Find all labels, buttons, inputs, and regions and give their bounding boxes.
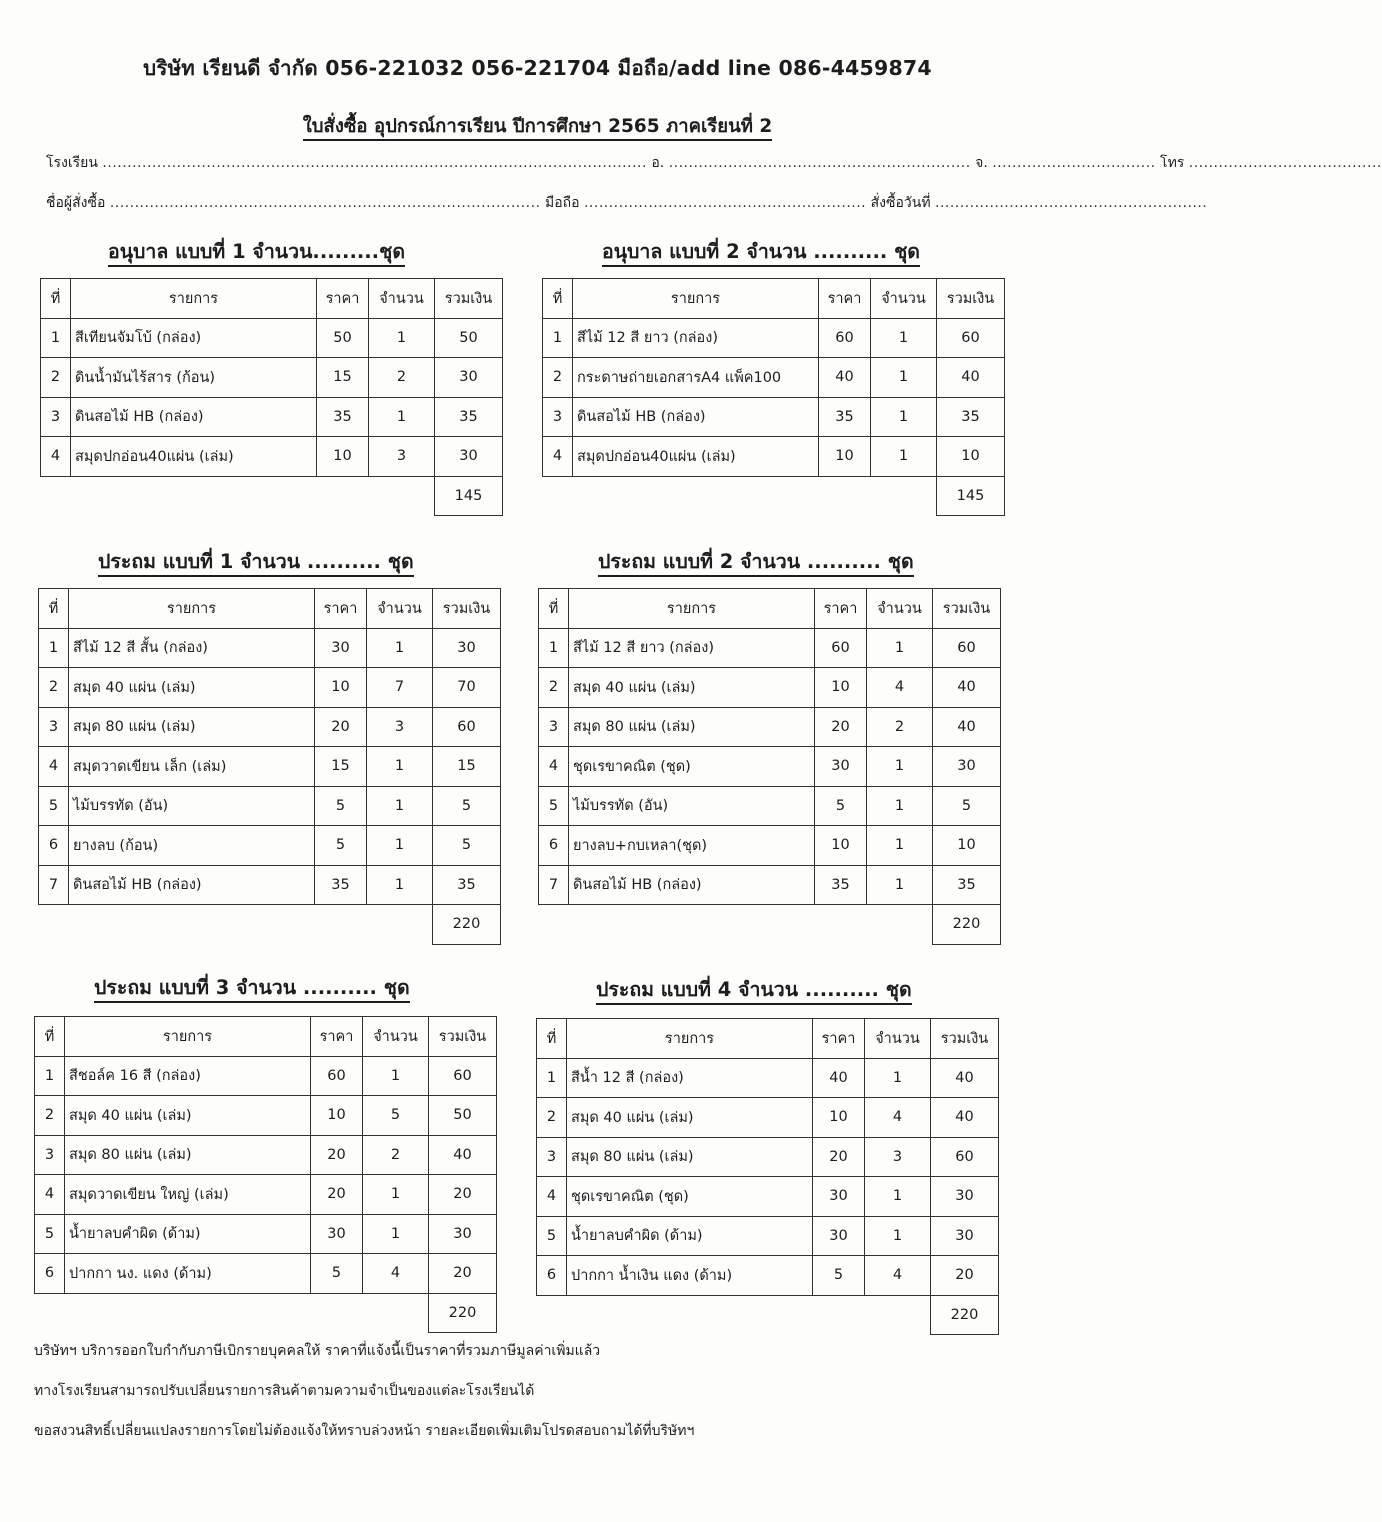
cell-item: ยางลบ (ก้อน) (69, 826, 315, 866)
cell-price: 35 (317, 397, 369, 437)
table-row (539, 865, 1001, 905)
cell-total: 40 (429, 1135, 497, 1175)
table-row (537, 1058, 999, 1098)
table-header-row (35, 1017, 497, 1057)
cell-qty: 3 (369, 437, 435, 477)
table-row (539, 668, 1001, 708)
table-header-row (41, 279, 503, 319)
cell-qty: 1 (867, 826, 933, 866)
cell-price: 5 (315, 786, 367, 826)
column-header-item: รายการ (65, 1017, 311, 1057)
cell-no: 2 (539, 668, 569, 708)
cell-item: สมุด 40 แผ่น (เล่ม) (567, 1098, 813, 1138)
cell-total: 40 (937, 358, 1005, 398)
cell-qty: 4 (865, 1098, 931, 1138)
cell-no: 5 (537, 1216, 567, 1256)
cell-item: สีไม้ 12 สี ยาว (กล่อง) (569, 628, 815, 668)
column-header-total: รวมเงิน (435, 279, 503, 319)
cell-price: 30 (813, 1177, 865, 1217)
cell-no: 2 (537, 1098, 567, 1138)
table-row (39, 747, 501, 787)
column-header-no: ที่ (39, 589, 69, 629)
cell-price: 15 (317, 358, 369, 398)
column-header-total: รวมเงิน (433, 589, 501, 629)
cell-price: 30 (813, 1216, 865, 1256)
order-table (40, 278, 503, 516)
table-row (35, 1214, 497, 1254)
table-row (539, 786, 1001, 826)
cell-item: สีเทียนจัมโบ้ (กล่อง) (71, 318, 317, 358)
cell-no: 4 (41, 437, 71, 477)
cell-item: ดินสอไม้ HB (กล่อง) (71, 397, 317, 437)
order-table (536, 1018, 999, 1335)
cell-qty: 4 (363, 1254, 429, 1294)
footer-note-1: บริษัทฯ บริการออกใบกำกับภาษีเบิกรายบุคคลให้ ราคาที่แจ้งนี้เป็นราคาที่รวมภาษีมูลค่าเพิ่มแล้ว (34, 1343, 601, 1359)
cell-item: น้ำยาลบคำผิด (ด้าม) (567, 1216, 813, 1256)
cell-no: 2 (41, 358, 71, 398)
column-header-no: ที่ (539, 589, 569, 629)
cell-no: 4 (35, 1175, 65, 1215)
cell-item: ปากกา น้ำเงิน แดง (ด้าม) (567, 1256, 813, 1296)
cell-qty: 1 (871, 397, 937, 437)
cell-total: 20 (429, 1175, 497, 1215)
cell-no: 1 (39, 628, 69, 668)
cell-price: 10 (813, 1098, 865, 1138)
table-row (35, 1254, 497, 1294)
cell-no: 3 (39, 707, 69, 747)
cell-total: 60 (933, 628, 1001, 668)
cell-no: 2 (39, 668, 69, 708)
cell-price: 5 (315, 826, 367, 866)
cell-qty: 1 (871, 358, 937, 398)
table-row (39, 786, 501, 826)
cell-item: น้ำยาลบคำผิด (ด้าม) (65, 1214, 311, 1254)
cell-item: สมุดวาดเขียน ใหญ่ (เล่ม) (65, 1175, 311, 1215)
cell-qty: 1 (867, 628, 933, 668)
cell-price: 30 (311, 1214, 363, 1254)
column-header-qty: จำนวน (865, 1019, 931, 1059)
cell-price: 20 (311, 1135, 363, 1175)
cell-no: 1 (539, 628, 569, 668)
column-header-no: ที่ (537, 1019, 567, 1059)
cell-no: 3 (537, 1137, 567, 1177)
table-row (39, 628, 501, 668)
cell-price: 20 (315, 707, 367, 747)
table-row (537, 1177, 999, 1217)
grand-total: 220 (429, 1293, 497, 1333)
table-row (35, 1096, 497, 1136)
school-label: โรงเรียน (46, 155, 98, 171)
cell-qty: 1 (867, 786, 933, 826)
cell-total: 60 (937, 318, 1005, 358)
cell-no: 4 (537, 1177, 567, 1217)
cell-qty: 1 (871, 318, 937, 358)
table-header-row (39, 589, 501, 629)
column-header-item: รายการ (69, 589, 315, 629)
footer-note-3: ขอสงวนสิทธิ์เปลี่ยนแปลงรายการโดยไม่ต้องแจ้งให้ทราบล่วงหน้า รายละเอียดเพิ่มเติมโปรดสอบถามได้ที่บริษัทฯ (34, 1423, 695, 1439)
cell-item: สมุด 80 แผ่น (เล่ม) (567, 1137, 813, 1177)
grand-total: 220 (433, 905, 501, 945)
cell-item: ชุดเรขาคณิต (ชุด) (569, 747, 815, 787)
orderer-label: ชื่อผู้สั่งซื้อ (46, 195, 106, 211)
cell-qty: 2 (369, 358, 435, 398)
table-row (537, 1137, 999, 1177)
table-row (39, 826, 501, 866)
table-row (537, 1256, 999, 1296)
cell-price: 10 (819, 437, 871, 477)
changwat-label: จ. (975, 155, 988, 171)
cell-item: สมุด 40 แผ่น (เล่ม) (569, 668, 815, 708)
cell-no: 3 (35, 1135, 65, 1175)
cell-item: ยางลบ+กบเหลา(ชุด) (569, 826, 815, 866)
cell-price: 20 (311, 1175, 363, 1215)
cell-price: 30 (815, 747, 867, 787)
cell-item: ชุดเรขาคณิต (ชุด) (567, 1177, 813, 1217)
cell-price: 20 (815, 707, 867, 747)
cell-no: 6 (35, 1254, 65, 1294)
column-header-total: รวมเงิน (937, 279, 1005, 319)
cell-no: 5 (539, 786, 569, 826)
table-row (35, 1175, 497, 1215)
table-title: ประถม แบบที่ 4 จำนวน .......... ชุด (596, 974, 912, 1005)
table-header-row (543, 279, 1005, 319)
cell-item: สีชอล์ค 16 สี (กล่อง) (65, 1056, 311, 1096)
cell-total: 50 (429, 1096, 497, 1136)
column-header-item: รายการ (71, 279, 317, 319)
cell-price: 5 (815, 786, 867, 826)
table-header-row (537, 1019, 999, 1059)
cell-qty: 7 (367, 668, 433, 708)
cell-item: สีไม้ 12 สี สั้น (กล่อง) (69, 628, 315, 668)
cell-qty: 4 (865, 1256, 931, 1296)
cell-price: 40 (813, 1058, 865, 1098)
amphoe-label: อ. (651, 155, 665, 171)
column-header-price: ราคา (317, 279, 369, 319)
cell-item: สมุดปกอ่อน40แผ่น (เล่ม) (71, 437, 317, 477)
cell-no: 1 (543, 318, 573, 358)
order-table (38, 588, 501, 945)
mobile-label: มือถือ (544, 195, 580, 211)
cell-price: 60 (819, 318, 871, 358)
cell-item: สีน้ำ 12 สี (กล่อง) (567, 1058, 813, 1098)
cell-price: 30 (315, 628, 367, 668)
cell-total: 5 (933, 786, 1001, 826)
cell-total: 40 (933, 668, 1001, 708)
cell-qty: 1 (367, 865, 433, 905)
table-row (539, 747, 1001, 787)
cell-qty: 2 (867, 707, 933, 747)
order-table (34, 1016, 497, 1333)
cell-price: 40 (819, 358, 871, 398)
table-row (539, 628, 1001, 668)
column-header-item: รายการ (567, 1019, 813, 1059)
orderer-line: ชื่อผู้สั่งซื้อ ....................................................................................... มือถือ ......................................................... สั่งซื้อวันที่ ....................................................... (46, 195, 1208, 211)
cell-item: ดินสอไม้ HB (กล่อง) (573, 397, 819, 437)
column-header-qty: จำนวน (369, 279, 435, 319)
footer-note-2: ทางโรงเรียนสามารถปรับเปลี่ยนรายการสินค้าตามความจำเป็นของแต่ละโรงเรียนได้ (34, 1383, 535, 1399)
column-header-total: รวมเงิน (931, 1019, 999, 1059)
table-row (543, 397, 1005, 437)
grand-total: 145 (937, 476, 1005, 516)
cell-item: สีไม้ 12 สี ยาว (กล่อง) (573, 318, 819, 358)
total-row (543, 476, 1005, 516)
cell-no: 4 (539, 747, 569, 787)
cell-item: ดินน้ำมันไร้สาร (ก้อน) (71, 358, 317, 398)
cell-qty: 1 (369, 397, 435, 437)
total-row (539, 905, 1001, 945)
cell-no: 4 (543, 437, 573, 477)
column-header-price: ราคา (311, 1017, 363, 1057)
cell-no: 1 (35, 1056, 65, 1096)
table-row (39, 668, 501, 708)
phone-label: โทร (1160, 155, 1185, 171)
cell-qty: 3 (865, 1137, 931, 1177)
school-line: โรงเรียน .............................................................................................................. อ. ............................................................. จ. ................................. โทร ....................................... (46, 155, 1382, 171)
cell-total: 5 (433, 826, 501, 866)
table-row (39, 865, 501, 905)
column-header-no: ที่ (41, 279, 71, 319)
cell-no: 3 (539, 707, 569, 747)
cell-qty: 1 (363, 1056, 429, 1096)
table-row (537, 1098, 999, 1138)
cell-price: 5 (311, 1254, 363, 1294)
cell-no: 2 (35, 1096, 65, 1136)
cell-qty: 1 (867, 747, 933, 787)
table-row (543, 437, 1005, 477)
cell-price: 10 (815, 668, 867, 708)
cell-no: 2 (543, 358, 573, 398)
cell-total: 30 (435, 437, 503, 477)
cell-total: 30 (931, 1216, 999, 1256)
cell-total: 35 (937, 397, 1005, 437)
cell-price: 10 (315, 668, 367, 708)
cell-no: 6 (539, 826, 569, 866)
total-row (537, 1295, 999, 1335)
order-table (538, 588, 1001, 945)
cell-price: 50 (317, 318, 369, 358)
cell-item: สมุด 80 แผ่น (เล่ม) (69, 707, 315, 747)
cell-no: 5 (39, 786, 69, 826)
cell-qty: 1 (369, 318, 435, 358)
total-row (41, 476, 503, 516)
cell-total: 30 (429, 1214, 497, 1254)
cell-price: 15 (315, 747, 367, 787)
cell-total: 40 (931, 1098, 999, 1138)
cell-qty: 1 (363, 1175, 429, 1215)
cell-item: ปากกา นง. แดง (ด้าม) (65, 1254, 311, 1294)
cell-no: 3 (543, 397, 573, 437)
table-row (543, 318, 1005, 358)
table-row (35, 1135, 497, 1175)
cell-qty: 1 (871, 437, 937, 477)
cell-no: 3 (41, 397, 71, 437)
cell-qty: 1 (367, 826, 433, 866)
table-row (41, 358, 503, 398)
table-row (539, 707, 1001, 747)
cell-no: 1 (41, 318, 71, 358)
cell-qty: 3 (367, 707, 433, 747)
cell-total: 5 (433, 786, 501, 826)
column-header-qty: จำนวน (867, 589, 933, 629)
cell-total: 20 (931, 1256, 999, 1296)
cell-no: 7 (539, 865, 569, 905)
cell-total: 40 (933, 707, 1001, 747)
cell-price: 60 (815, 628, 867, 668)
column-header-price: ราคา (813, 1019, 865, 1059)
table-row (39, 707, 501, 747)
cell-qty: 4 (867, 668, 933, 708)
cell-qty: 1 (367, 628, 433, 668)
cell-price: 5 (813, 1256, 865, 1296)
cell-qty: 1 (367, 786, 433, 826)
cell-total: 35 (933, 865, 1001, 905)
table-title: อนุบาล แบบที่ 2 จำนวน .......... ชุด (602, 236, 920, 267)
cell-total: 60 (931, 1137, 999, 1177)
cell-qty: 1 (363, 1214, 429, 1254)
cell-total: 30 (933, 747, 1001, 787)
table-title: ประถม แบบที่ 3 จำนวน .......... ชุด (94, 972, 410, 1003)
cell-total: 60 (429, 1056, 497, 1096)
cell-no: 1 (537, 1058, 567, 1098)
column-header-item: รายการ (573, 279, 819, 319)
table-row (539, 826, 1001, 866)
cell-price: 35 (815, 865, 867, 905)
cell-total: 70 (433, 668, 501, 708)
cell-price: 10 (317, 437, 369, 477)
total-row (35, 1293, 497, 1333)
cell-total: 10 (937, 437, 1005, 477)
cell-price: 10 (815, 826, 867, 866)
company-header: บริษัท เรียนดี จำกัด 056-221032 056-221704 มือถือ/add line 086-4459874 (143, 56, 932, 80)
cell-item: สมุดปกอ่อน40แผ่น (เล่ม) (573, 437, 819, 477)
table-row (35, 1056, 497, 1096)
cell-item: กระดาษถ่ายเอกสารA4 แพ็ค100 (573, 358, 819, 398)
cell-no: 7 (39, 865, 69, 905)
column-header-qty: จำนวน (367, 589, 433, 629)
cell-item: ไม้บรรทัด (อัน) (69, 786, 315, 826)
cell-total: 40 (931, 1058, 999, 1098)
cell-total: 30 (931, 1177, 999, 1217)
order-date-label: สั่งซื้อวันที่ (870, 195, 931, 211)
column-header-price: ราคา (815, 589, 867, 629)
cell-qty: 1 (367, 747, 433, 787)
cell-price: 35 (819, 397, 871, 437)
cell-no: 5 (35, 1214, 65, 1254)
table-title: ประถม แบบที่ 1 จำนวน .......... ชุด (98, 546, 414, 577)
table-title: ประถม แบบที่ 2 จำนวน .......... ชุด (598, 546, 914, 577)
cell-item: ดินสอไม้ HB (กล่อง) (69, 865, 315, 905)
cell-total: 50 (435, 318, 503, 358)
cell-qty: 5 (363, 1096, 429, 1136)
grand-total: 145 (435, 476, 503, 516)
cell-no: 6 (39, 826, 69, 866)
table-title: อนุบาล แบบที่ 1 จำนวน.........ชุด (108, 236, 405, 267)
cell-total: 30 (435, 358, 503, 398)
order-table (542, 278, 1005, 516)
cell-price: 10 (311, 1096, 363, 1136)
cell-item: สมุด 80 แผ่น (เล่ม) (65, 1135, 311, 1175)
cell-total: 20 (429, 1254, 497, 1294)
cell-qty: 2 (363, 1135, 429, 1175)
table-row (543, 358, 1005, 398)
column-header-price: ราคา (819, 279, 871, 319)
column-header-no: ที่ (35, 1017, 65, 1057)
table-row (41, 397, 503, 437)
cell-total: 60 (433, 707, 501, 747)
cell-item: สมุด 40 แผ่น (เล่ม) (65, 1096, 311, 1136)
cell-qty: 1 (865, 1058, 931, 1098)
column-header-total: รวมเงิน (429, 1017, 497, 1057)
column-header-item: รายการ (569, 589, 815, 629)
total-row (39, 905, 501, 945)
grand-total: 220 (933, 905, 1001, 945)
form-title: ใบสั่งซื้อ อุปกรณ์การเรียน ปีการศึกษา 2565 ภาคเรียนที่ 2 (0, 112, 1075, 141)
cell-price: 35 (315, 865, 367, 905)
cell-total: 35 (433, 865, 501, 905)
table-row (41, 437, 503, 477)
cell-item: สมุดวาดเขียน เล็ก (เล่ม) (69, 747, 315, 787)
cell-item: สมุด 80 แผ่น (เล่ม) (569, 707, 815, 747)
cell-qty: 1 (867, 865, 933, 905)
column-header-no: ที่ (543, 279, 573, 319)
table-header-row (539, 589, 1001, 629)
cell-total: 15 (433, 747, 501, 787)
column-header-qty: จำนวน (363, 1017, 429, 1057)
cell-price: 20 (813, 1137, 865, 1177)
cell-total: 10 (933, 826, 1001, 866)
cell-qty: 1 (865, 1177, 931, 1217)
cell-item: สมุด 40 แผ่น (เล่ม) (69, 668, 315, 708)
grand-total: 220 (931, 1295, 999, 1335)
cell-total: 35 (435, 397, 503, 437)
cell-qty: 1 (865, 1216, 931, 1256)
column-header-total: รวมเงิน (933, 589, 1001, 629)
cell-price: 60 (311, 1056, 363, 1096)
cell-item: ไม้บรรทัด (อัน) (569, 786, 815, 826)
cell-total: 30 (433, 628, 501, 668)
column-header-price: ราคา (315, 589, 367, 629)
cell-no: 4 (39, 747, 69, 787)
cell-item: ดินสอไม้ HB (กล่อง) (569, 865, 815, 905)
column-header-qty: จำนวน (871, 279, 937, 319)
cell-no: 6 (537, 1256, 567, 1296)
table-row (41, 318, 503, 358)
table-row (537, 1216, 999, 1256)
